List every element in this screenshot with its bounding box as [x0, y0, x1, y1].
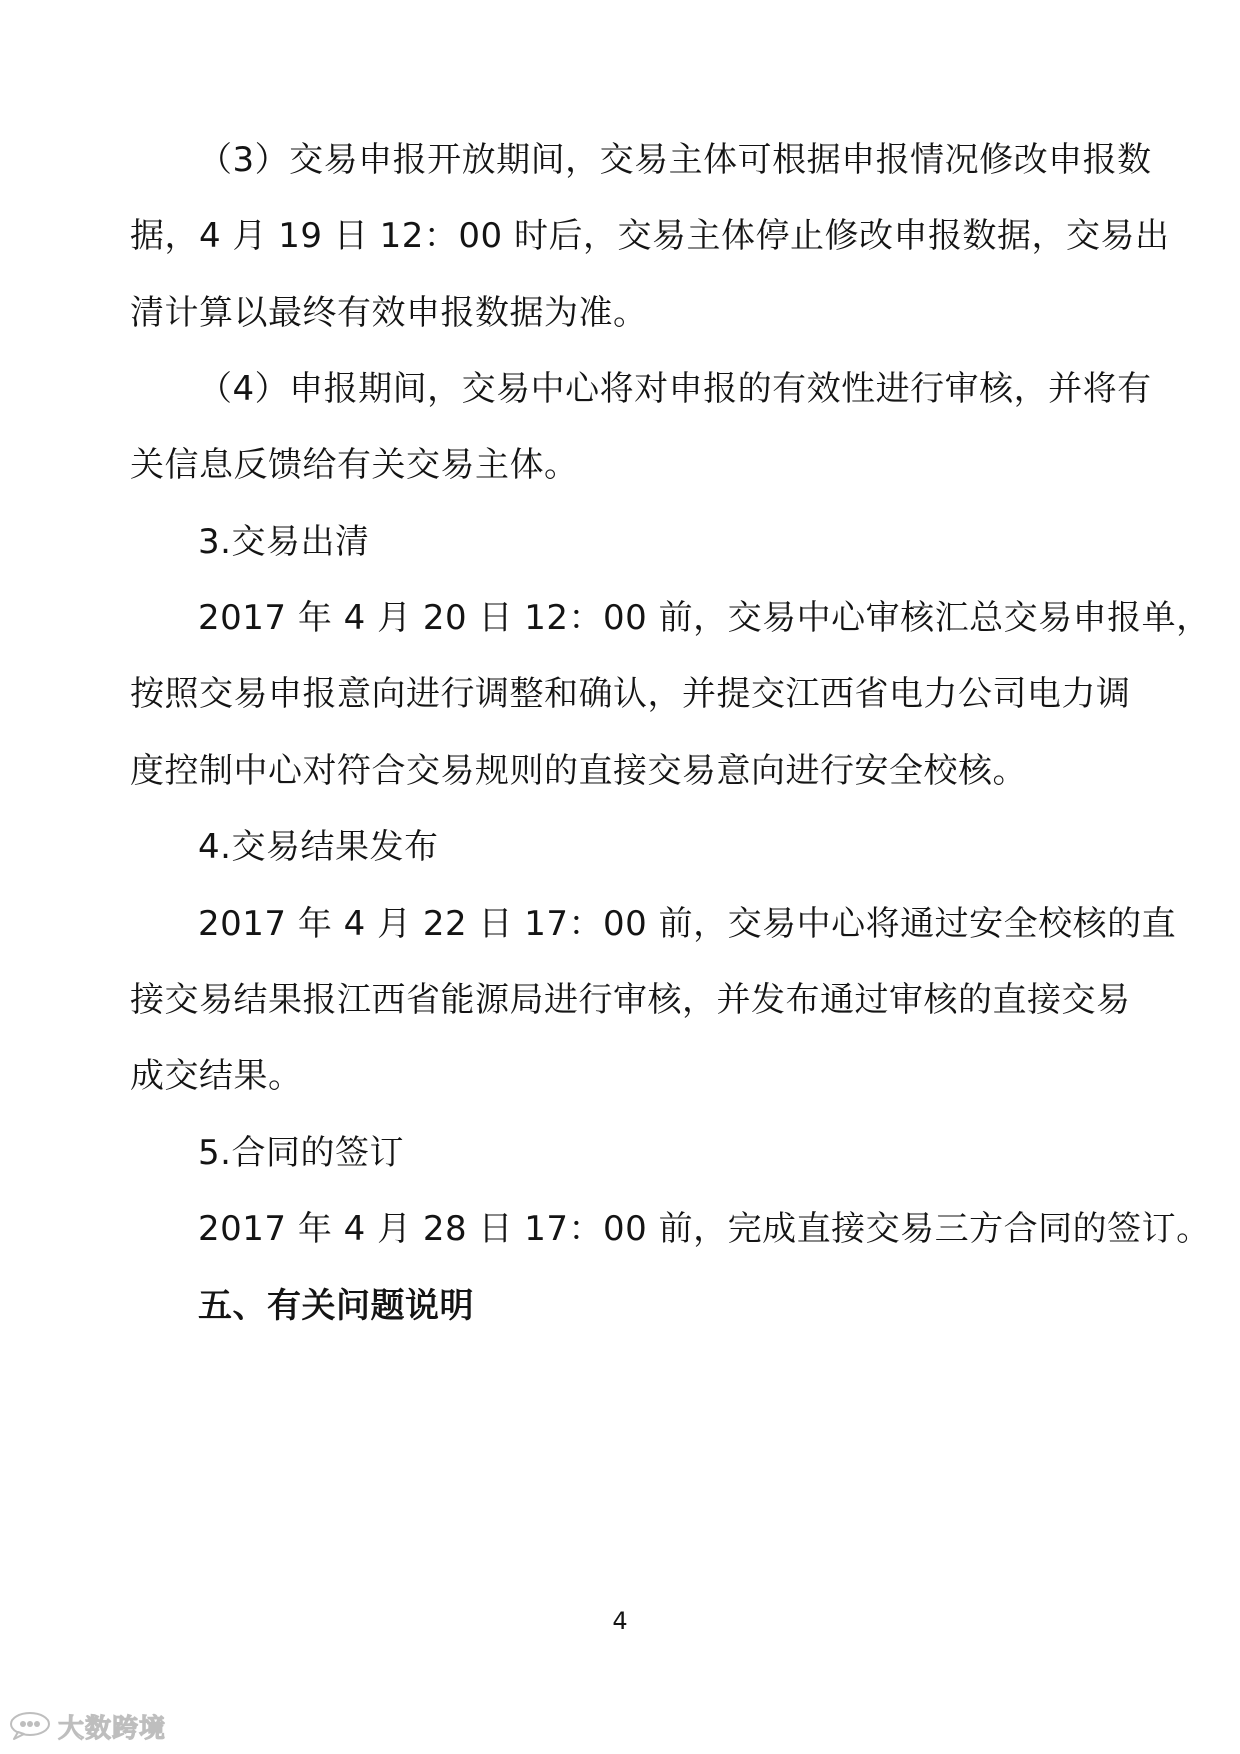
paragraph-line: 2017 年 4 月 20 日 12：00 前，交易中心审核汇总交易申报单， [198, 598, 1211, 638]
section-heading: 4.交易结果发布 [198, 827, 439, 867]
paragraph-line: 按照交易申报意向进行调整和确认，并提交江西省电力公司电力调 [130, 674, 1131, 714]
speech-bubble-logo-icon [8, 1710, 52, 1744]
section-heading: 3.交易出清 [198, 522, 370, 562]
paragraph-line: 成交结果。 [130, 1056, 303, 1096]
watermark [8, 1708, 166, 1745]
page-number: 4 [612, 1607, 628, 1635]
section-heading: 5.合同的签订 [198, 1133, 404, 1173]
chapter-heading: 五、有关问题说明 [198, 1286, 474, 1326]
paragraph-line: 关信息反馈给有关交易主体。 [130, 445, 579, 485]
paragraph-line: 清计算以最终有效申报数据为准。 [130, 293, 648, 333]
paragraph-line: （4）申报期间，交易中心将对申报的有效性进行审核，并将有 [198, 369, 1152, 409]
paragraph-line: 接交易结果报江西省能源局进行审核，并发布通过审核的直接交易 [130, 980, 1131, 1020]
paragraph-line: 2017 年 4 月 22 日 17：00 前，交易中心将通过安全校核的直 [198, 904, 1177, 944]
paragraph-line: （3）交易申报开放期间，交易主体可根据申报情况修改申报数 [198, 140, 1152, 180]
paragraph-line: 2017 年 4 月 28 日 17：00 前，完成直接交易三方合同的签订。 [198, 1209, 1211, 1249]
paragraph-line: 据，4 月 19 日 12：00 时后，交易主体停止修改申报数据，交易出 [130, 216, 1170, 256]
watermark-text: 大数跨境 [58, 1714, 167, 1744]
paragraph-line: 度控制中心对符合交易规则的直接交易意向进行安全校核。 [130, 751, 1027, 791]
